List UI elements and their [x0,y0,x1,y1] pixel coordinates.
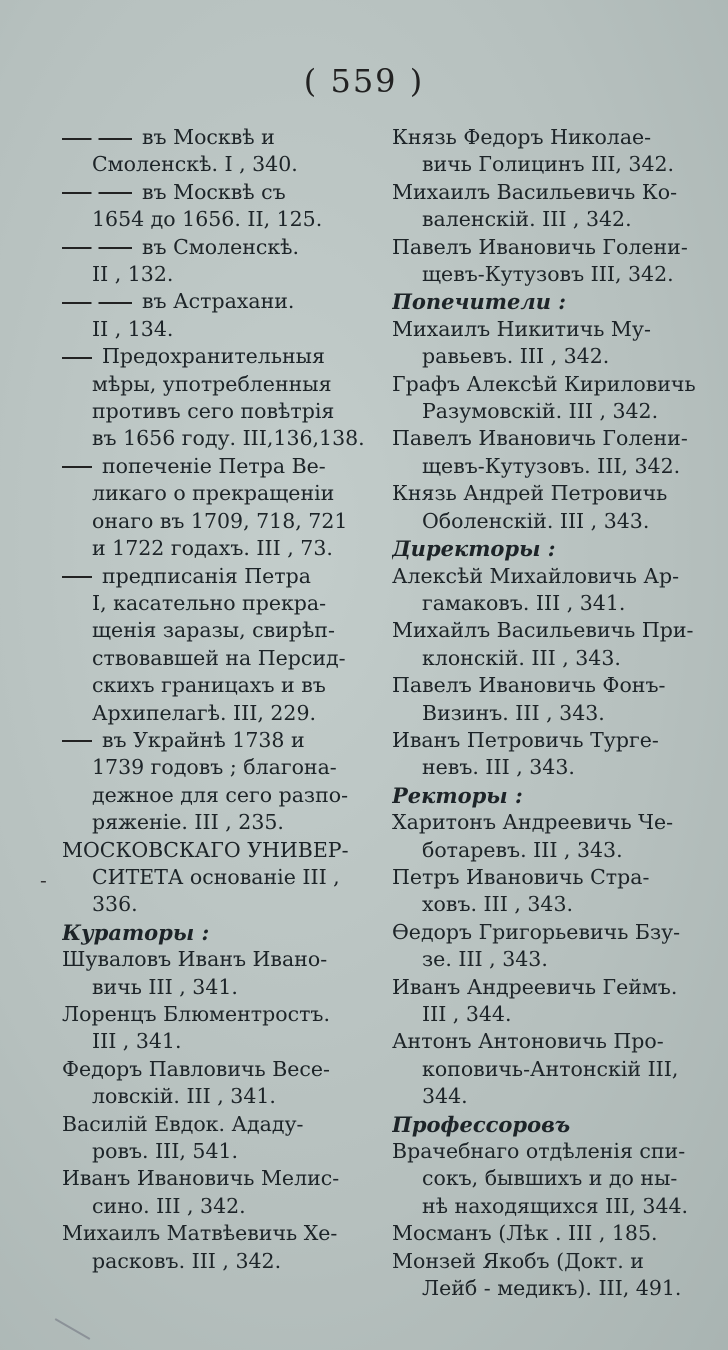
entry-text: скихъ границахъ и въ [92,673,326,698]
entry-line [392,1193,708,1220]
entry-text: 336. [92,892,138,917]
entry-line [62,754,374,781]
entry-line [62,1193,374,1220]
entry-line [392,234,708,261]
entry-text: онаго въ 1709, 718, 721 [92,508,348,533]
entry-text: Предохранительныя [102,344,325,369]
entry-text: клонскій. III , 343. [422,645,621,670]
index-entry [62,946,374,1001]
entry-line [392,343,708,370]
entry-text: въ Москвѣ и [142,125,275,149]
entry-line [62,919,374,946]
entry-line [62,617,374,644]
entry-line [62,151,374,178]
entry-line [392,727,708,754]
entry-text: Князь Андрей Петровичь [392,481,668,506]
entry-line [392,782,708,809]
entry-line [62,590,374,617]
right-column [392,124,708,1302]
entry-text: Иванъ Андреевичь Геймъ. [392,974,678,999]
entry-text: вичь III , 341. [92,974,238,999]
entry-text: щевъ-Кутузовъ III, 342. [422,262,674,287]
entry-text: Михаилъ Матвѣевичь Хе- [62,1221,338,1246]
entry-text: Алексѣй Михайловичь Ар- [392,563,679,588]
entry-line [392,864,708,891]
entry-text: ликаго о прекращеніи [92,481,335,506]
entry-line [392,398,708,425]
entry-text: предписанія Петра [102,563,311,588]
entry-line [392,1138,708,1165]
entry-text: расковъ. III , 342. [92,1248,282,1273]
section-heading [392,288,708,315]
ditto-dash [62,357,92,359]
index-entry [392,179,708,234]
index-entry [62,727,374,837]
entry-text: вичь Голицинъ III, 342. [422,152,675,177]
entry-line [62,179,374,206]
entry-text: Князь Федоръ Николае- [392,125,652,149]
entry-line [392,1220,708,1247]
entry-line [62,700,374,727]
page-stain [55,1292,106,1340]
entry-text: Мосманъ (Лѣк . III , 185. [392,1221,658,1246]
entry-text: Архипелагѣ. III, 229. [92,700,317,725]
entry-line [392,1028,708,1055]
entry-text: Василій Евдок. Ададу- [62,1111,304,1136]
index-entry [392,1028,708,1110]
entry-text: Ректоры : [392,782,523,808]
entry-line [62,453,374,480]
entry-line [62,946,374,973]
index-entry [62,179,374,234]
section-heading [392,535,708,562]
entry-line [392,672,708,699]
entry-text: СИТЕТА основаніе III , [92,864,340,889]
entry-text: Павелъ Ивановичь Голени- [392,234,688,259]
entry-line [62,288,374,315]
index-entry [62,1056,374,1111]
entry-text: Смоленскѣ. I , 340. [92,152,298,177]
ditto-dash [62,192,132,194]
entry-text: ряженіе. III , 235. [92,810,284,835]
entry-line [392,508,708,535]
entry-text: равьевъ. III , 342. [422,344,610,369]
entry-line [392,1083,708,1110]
entry-line [392,1056,708,1083]
entry-line [62,1028,374,1055]
index-entry [62,1220,374,1275]
entry-text: нѣ находящихся III, 344. [422,1193,689,1218]
entry-line [392,124,708,151]
entry-text: Ѳедоръ Григорьевичь Бзу- [392,919,681,944]
entry-line [62,398,374,425]
entry-line [62,563,374,590]
entry-text: Антонъ Антоновичь Про- [392,1029,664,1054]
index-entry [392,617,708,672]
index-entry [62,837,374,919]
entry-line [62,727,374,754]
entry-line [392,371,708,398]
entry-text: валенскій. III , 342. [422,207,632,232]
entry-text: Врачебнаго отдѣленія спи- [392,1139,686,1164]
entry-line [392,288,708,315]
entry-line [62,837,374,864]
entry-text: ровъ. III, 541. [92,1139,239,1164]
entry-text: Оболенскій. III , 343. [422,508,650,533]
entry-line [62,425,374,452]
entry-line [392,1165,708,1192]
entry-line [392,1275,708,1302]
entry-line [62,206,374,233]
entry-text: мѣры, употребленныя [92,371,332,396]
entry-text: Разумовскій. III , 342. [422,399,659,424]
entry-line [392,1248,708,1275]
entry-line [392,919,708,946]
index-entry [392,371,708,426]
entry-text: гамаковъ. III , 341. [422,590,626,615]
entry-text: Директоры : [392,536,556,562]
entry-line [392,535,708,562]
section-heading [392,782,708,809]
entry-text: Павелъ Ивановичь Голени- [392,426,688,451]
entry-text: въ 1656 году. III,136,138. [92,426,365,451]
index-entry [62,234,374,289]
ditto-dash [62,740,92,742]
index-entry [392,727,708,782]
entry-text: въ Смоленскѣ. [142,234,300,259]
index-entry [62,124,374,179]
index-entry [392,425,708,480]
entry-line [392,316,708,343]
entry-line [62,1165,374,1192]
entry-line [392,151,708,178]
index-entry [392,480,708,535]
entry-line [392,590,708,617]
page-number: ( 559 ) [303,62,425,100]
entry-text: Лейб - медикъ). III, 491. [422,1276,682,1301]
index-entry [392,809,708,864]
entry-line [392,645,708,672]
entry-line [62,343,374,370]
entry-line [392,617,708,644]
entry-line [392,754,708,781]
entry-text: МОСКОВСКАГО УНИВЕР- [62,837,349,862]
ditto-dash [62,302,132,304]
entry-text: Михайлъ Васильевичь При- [392,618,694,643]
entry-line [392,837,708,864]
entry-line [62,1248,374,1275]
entry-line [392,891,708,918]
index-entry [392,919,708,974]
index-entry [392,1220,708,1247]
entry-text: Павелъ Ивановичь Фонъ- [392,673,666,698]
entry-text: невъ. III , 343. [422,755,575,780]
entry-text: II , 132. [92,262,174,287]
entry-text: ловскій. III , 341. [92,1084,276,1109]
entry-text: III , 344. [422,1002,512,1026]
section-heading [392,1111,708,1138]
index-entry [62,1165,374,1220]
entry-text: щевъ-Кутузовъ. III, 342. [422,453,681,478]
entry-text: Лоренцъ Блюментростъ. [62,1002,330,1026]
entry-line [62,672,374,699]
index-entry [62,453,374,563]
entry-text: дежное для сего разпо- [92,782,349,807]
entry-text: Кураторы : [62,919,210,945]
entry-text: Монзей Якобъ (Докт. и [392,1248,644,1273]
entry-text: въ Украйнѣ 1738 и [102,727,305,752]
entry-line [62,1111,374,1138]
entry-text: коповичь-Антонскій III, [422,1056,679,1081]
entry-text: въ Москвѣ съ [142,179,286,204]
entry-text: и 1722 годахъ. III , 73. [92,536,333,561]
entry-line [392,425,708,452]
entry-text: 1739 годовъ ; благона- [92,755,337,780]
index-entry [62,1111,374,1166]
ditto-dash [62,576,92,578]
index-entry [62,1001,374,1056]
entry-text: сино. III , 342. [92,1193,246,1218]
entry-line [62,508,374,535]
entry-text: ботаревъ. III , 343. [422,837,623,862]
entry-line [392,809,708,836]
entry-text: ховъ. III , 343. [422,892,574,917]
entry-line [62,1220,374,1247]
entry-text: Михаилъ Васильевичь Ко- [392,179,677,204]
entry-line [62,535,374,562]
entry-line [62,809,374,836]
entry-text: 1654 до 1656. II, 125. [92,207,323,232]
entry-line [62,261,374,288]
entry-text: попеченіе Петра Ве- [102,453,326,478]
entry-line [392,946,708,973]
entry-text: I, касательно прекра- [92,590,327,615]
entry-line [392,480,708,507]
entry-text: Харитонъ Андреевичь Че- [392,810,674,835]
entry-line [62,1138,374,1165]
entry-line [392,453,708,480]
entry-line [392,179,708,206]
entry-line [62,891,374,918]
index-entry [392,234,708,289]
entry-text: Визинъ. III , 343. [422,700,605,725]
entry-text: II , 134. [92,316,174,341]
index-entry [62,288,374,343]
ditto-dash [62,247,132,249]
entry-line [62,1056,374,1083]
entry-text: противъ сего повѣтрія [92,399,335,424]
entry-text: сокъ, бывшихъ и до ны- [422,1166,678,1191]
entry-text: ствовавшей на Персид- [92,645,346,670]
entry-line [62,480,374,507]
entry-line [62,974,374,1001]
entry-text: 344. [422,1084,468,1109]
entry-line [62,645,374,672]
entry-text: Иванъ Петровичь Турге- [392,727,659,752]
index-entry [392,563,708,618]
entry-line [62,1001,374,1028]
index-entry [62,343,374,453]
left-column [62,124,374,1275]
margin-mark: ‐ [40,868,47,892]
index-entry [392,672,708,727]
entry-line [392,563,708,590]
ditto-dash [62,138,132,140]
entry-text: Шуваловъ Иванъ Ивано- [62,947,328,972]
entry-line [392,1001,708,1028]
entry-line [62,782,374,809]
entry-line [62,1083,374,1110]
entry-text: щенія заразы, свирѣп- [92,618,335,643]
entry-text: Попечители : [392,289,567,315]
entry-text: Иванъ Ивановичь Мелис- [62,1166,340,1191]
index-entry [392,1248,708,1303]
index-entry [392,1138,708,1220]
section-heading [62,919,374,946]
index-entry [392,864,708,919]
entry-line [62,864,374,891]
entry-text: Профессоровъ [392,1111,571,1137]
entry-line [392,974,708,1001]
entry-text: Графъ Алексѣй Кириловичь [392,371,696,396]
entry-line [62,234,374,261]
entry-text: Федоръ Павловичь Весе- [62,1056,330,1081]
entry-line [392,1111,708,1138]
entry-text: III , 341. [92,1029,182,1054]
entry-text: зе. III , 343. [422,947,548,972]
index-entry [392,124,708,179]
index-entry [62,563,374,727]
entry-line [62,371,374,398]
ditto-dash [62,466,92,468]
entry-text: Петръ Ивановичь Стра- [392,864,650,889]
entry-line [392,206,708,233]
index-entry [392,974,708,1029]
entry-text: Михаилъ Никитичь Му- [392,316,651,341]
index-entry [392,316,708,371]
entry-text: въ Астрахани. [142,289,295,314]
entry-line [62,316,374,343]
entry-line [392,261,708,288]
entry-line [62,124,374,151]
entry-line [392,700,708,727]
